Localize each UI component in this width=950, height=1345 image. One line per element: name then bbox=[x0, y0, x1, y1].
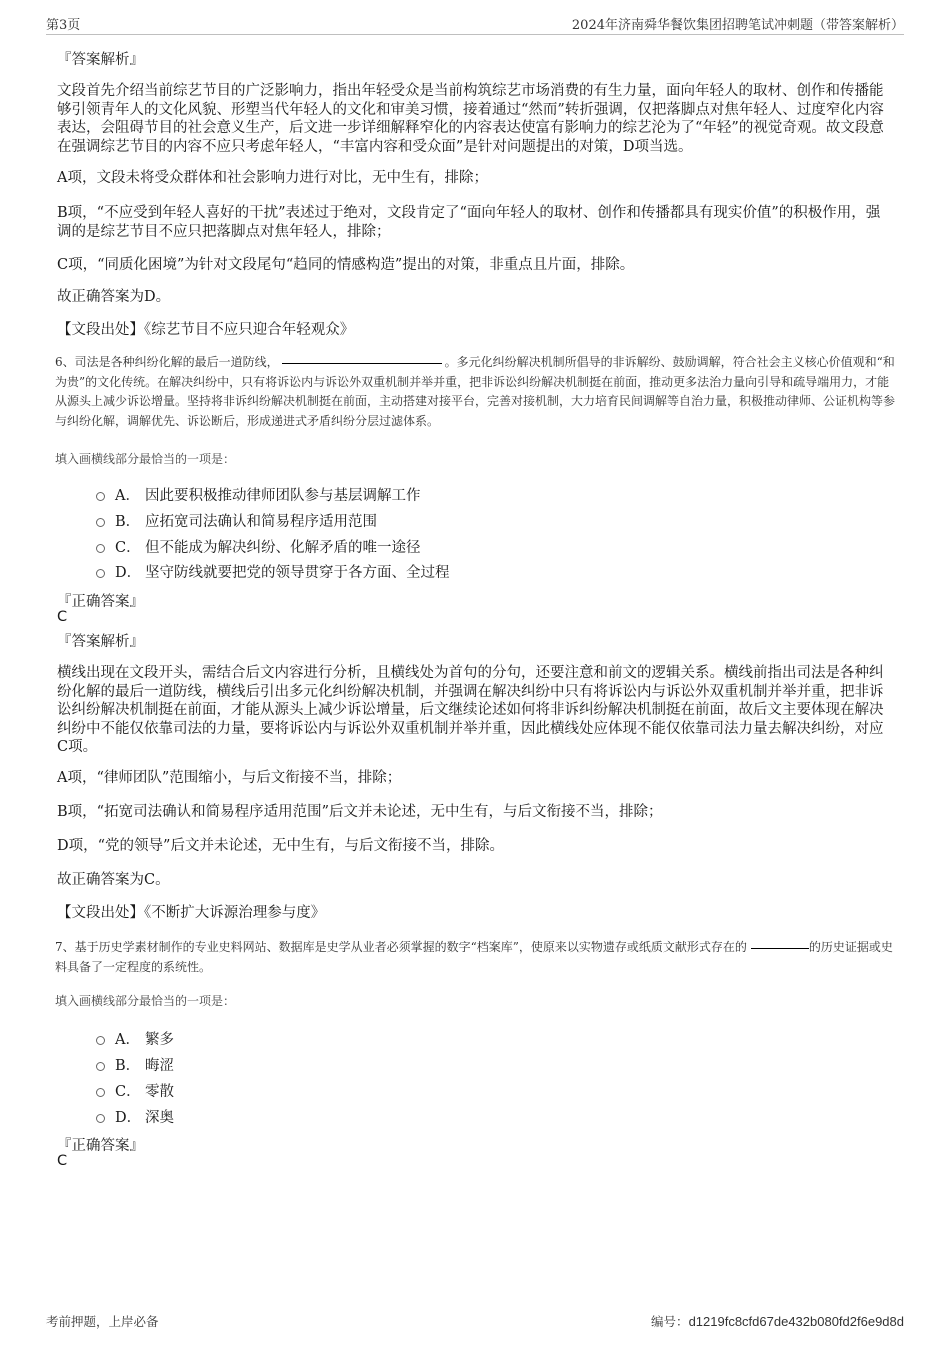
radio-icon[interactable] bbox=[96, 569, 105, 578]
q6-fill-prompt: 填入画横线部分最恰当的一项是： bbox=[55, 452, 236, 466]
q7-option-c[interactable]: C． 零散 bbox=[96, 1080, 174, 1101]
correct-answer-label: 『正确答案』 bbox=[57, 594, 144, 610]
q7-fill-prompt: 填入画横线部分最恰当的一项是： bbox=[55, 994, 236, 1008]
q6-option-d[interactable]: D． 坚守防线就要把党的领导贯穿于各方面、全过程 bbox=[96, 561, 450, 582]
q6-option-b-note: B项，“拓宽司法确认和简易程序适用范围”后文并未论述，无中生有，与后文衔接不当，排除； bbox=[57, 804, 663, 820]
radio-icon[interactable] bbox=[96, 1114, 105, 1123]
radio-icon[interactable] bbox=[96, 492, 105, 501]
radio-icon[interactable] bbox=[96, 1036, 105, 1045]
q7-option-b[interactable]: B． 晦涩 bbox=[96, 1054, 174, 1075]
q5-option-a-note: A项，文段未将受众群体和社会影响力进行对比，无中生有，排除； bbox=[57, 170, 488, 186]
q7-stem: 7、基于历史学素材制作的专业史料网站、数据库是史学从业者必须掌握的数字“档案库”，使原来以实物遗存或纸质文献形式存在的 的历史证据或史料具备了一定程度的系统性。 bbox=[55, 940, 893, 974]
analysis-label: 『答案解析』 bbox=[57, 634, 144, 650]
q6-option-a-note: A项，“律师团队”范围缩小，与后文衔接不当，排除； bbox=[57, 770, 402, 786]
q6-blank bbox=[282, 363, 442, 364]
q7-answer: C bbox=[57, 1153, 68, 1169]
q6-analysis-paragraph: 横线出现在文段开头，需结合后文内容进行分析，且横线处为首句的分句，还要注意和前文的逻辑关系。横线前指出司法是各种纠纷化解的最后一道防线，横线后引出多元化纠纷解决机制，并强调在解决纠纷中只有将诉讼内与诉讼外双重机制并举并重，把非诉讼纠纷解决机制挺在前面，才能从源头上减少诉讼增量，后文继续论述如何将非诉纠纷解决机制挺在前面，故后文主要体现在解决纠纷中不能仅依靠司法的力量，要将诉讼内与诉讼外双重机制并举并重，因此横线处应体现不能仅依靠司法力量去解决纠纷，对应C项。 bbox=[57, 665, 884, 755]
q6-option-b[interactable]: B． 应拓宽司法确认和简易程序适用范围 bbox=[96, 510, 377, 531]
q6-conclusion: 故正确答案为C。 bbox=[57, 872, 170, 888]
q6-source: 【文段出处】《不断扩大诉源治理参与度》 bbox=[57, 905, 326, 921]
q5-option-b-note: B项，“不应受到年轻人喜好的干扰”表述过于绝对，文段肯定了“面向年轻人的取材、创作和传播都具有现实价值”的积极作用，强调的是综艺节目不应只把落脚点对焦年轻人，排除； bbox=[57, 205, 881, 240]
q6-answer: C bbox=[57, 609, 68, 625]
q6-option-d-note: D项，“党的领导”后文并未论述，无中生有，与后文衔接不当，排除。 bbox=[57, 838, 504, 854]
q5-source: 【文段出处】《综艺节目不应只迎合年轻观众》 bbox=[57, 322, 355, 338]
q5-conclusion: 故正确答案为D。 bbox=[57, 289, 171, 305]
q7-option-a[interactable]: A． 繁多 bbox=[96, 1028, 174, 1049]
correct-answer-label: 『正确答案』 bbox=[57, 1138, 144, 1154]
radio-icon[interactable] bbox=[96, 1062, 105, 1071]
q5-analysis-paragraph: 文段首先介绍当前综艺节目的广泛影响力，指出年轻受众是当前构筑综艺市场消费的有生力量，面向年轻人的取材、创作和传播能够引领青年人的文化风貌、形塑当代年轻人的文化和审美习惯，接着通过“然而”转折强调，仅把落脚点对焦年轻人、过度窄化内容表达，会阻碍节目的社会意义生产，后文进一步详细解释窄化的内容表达使富有影响力的综艺沦为了“年轻”的视觉奇观。故文段意在强调综艺节目的内容不应只考虑年轻人，“丰富内容和受众面”是针对问题提出的对策，D项当选。 bbox=[57, 83, 884, 155]
document-code: 编号：d1219fc8cfd67de432b080fd2f6e9d8d bbox=[651, 1314, 904, 1329]
page-number: 第3页 bbox=[46, 18, 81, 33]
q7-blank bbox=[751, 948, 809, 949]
q6-option-c[interactable]: C． 但不能成为解决纠纷、化解矛盾的唯一途径 bbox=[96, 536, 421, 557]
radio-icon[interactable] bbox=[96, 1088, 105, 1097]
page-header bbox=[46, 12, 904, 35]
q6-option-a[interactable]: A． 因此要积极推动律师团队参与基层调解工作 bbox=[96, 484, 421, 505]
analysis-label: 『答案解析』 bbox=[57, 52, 144, 68]
q5-option-c-note: C项，“同质化困境”为针对文段尾句“趋同的情感构造”提出的对策，非重点且片面，排除。 bbox=[57, 257, 635, 273]
radio-icon[interactable] bbox=[96, 544, 105, 553]
document-title: 2024年济南舜华餐饮集团招聘笔试冲刺题（带答案解析） bbox=[571, 18, 904, 33]
q7-option-d[interactable]: D． 深奥 bbox=[96, 1106, 174, 1127]
footer-slogan: 考前押题，上岸必备 bbox=[46, 1314, 159, 1329]
radio-icon[interactable] bbox=[96, 518, 105, 527]
q6-stem: 6、司法是各种纠纷化解的最后一道防线， 。多元化纠纷解决机制所倡导的非诉解纷、鼓励调解，符合社会主义核心价值观和“和为贵”的文化传统。在解决纠纷中，只有将诉讼内与诉讼外双重机制并举并重，把非诉讼纠纷解决机制挺在前面，推动更多法治力量向引导和疏导端用力，才能从源头上减少诉讼增量。坚持将非诉纠纷解决机制挺在前面，主动搭建对接平台，完善对接机制，大力培育民间调解等自治力量，积极推动律师、公证机构等参与纠纷化解，调解优先、诉讼断后，形成递进式矛盾纠纷分层过滤体系。 bbox=[55, 355, 896, 428]
